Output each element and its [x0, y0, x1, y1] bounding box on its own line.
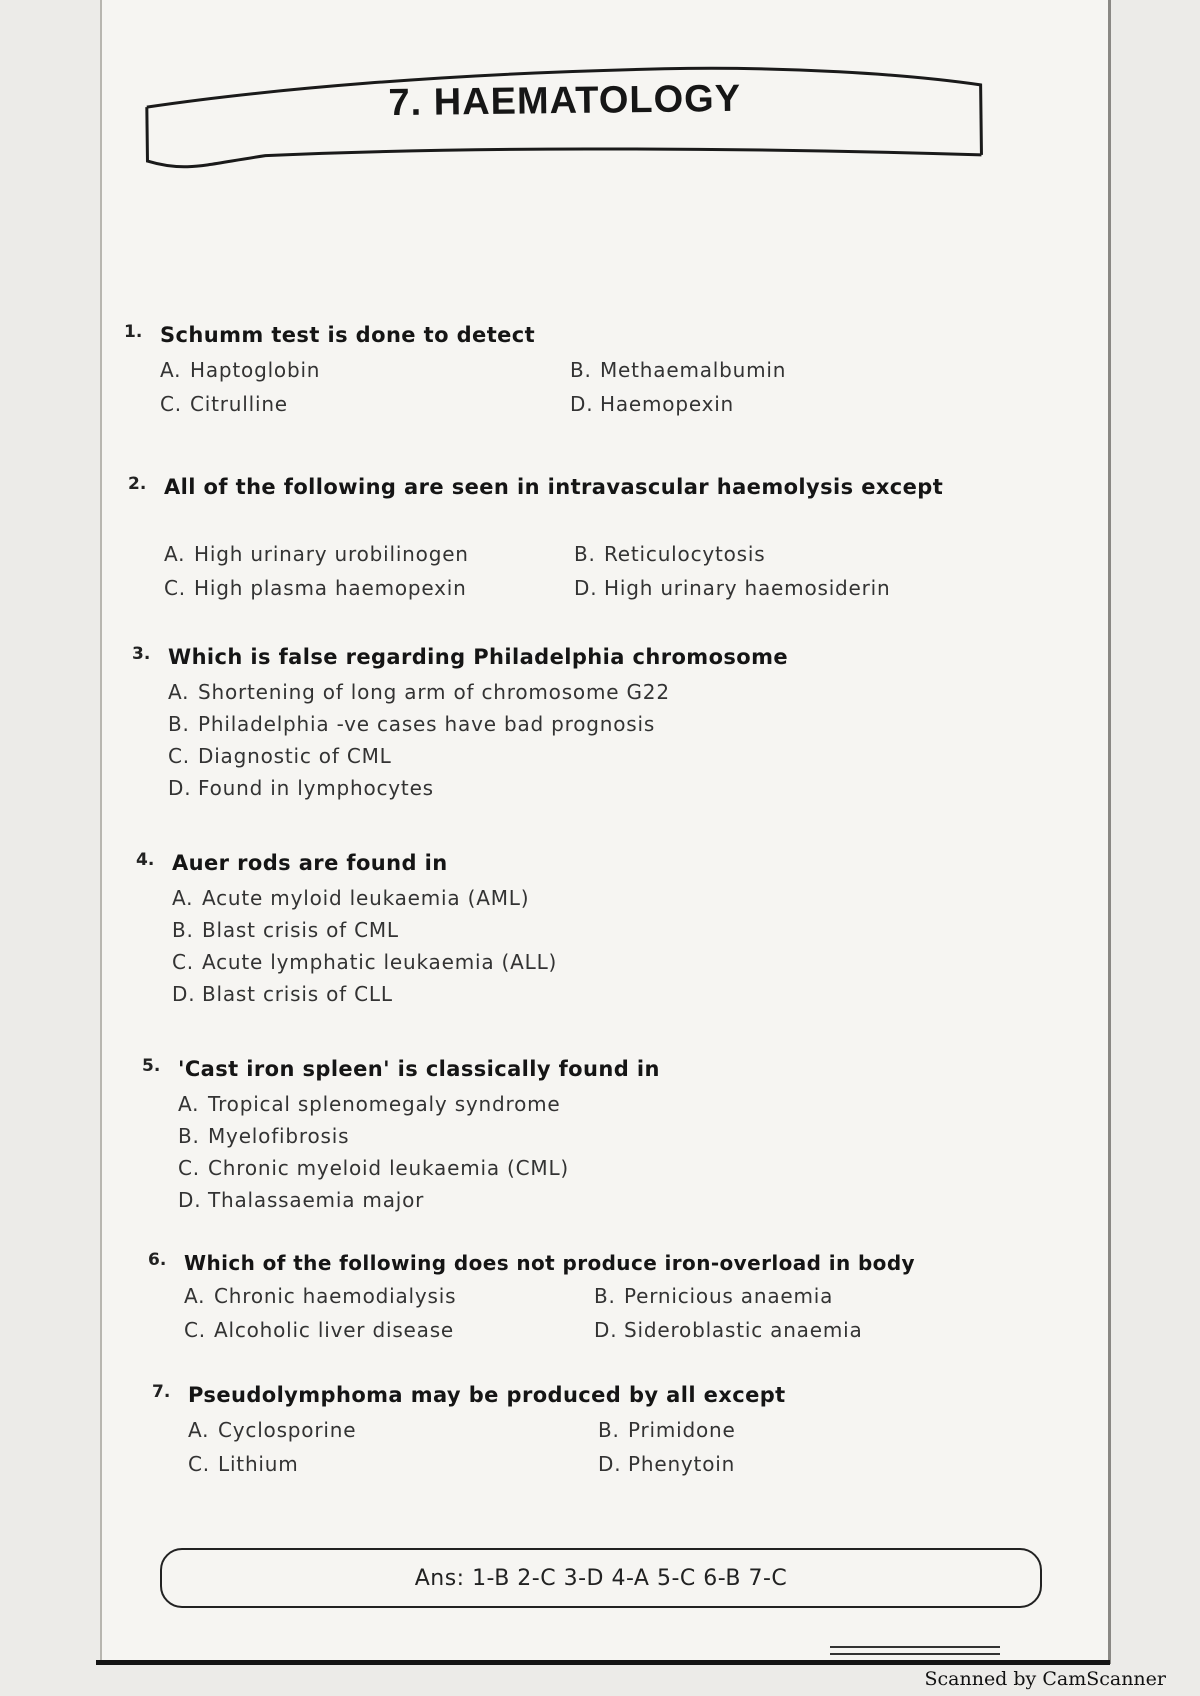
- page-title: 7. HAEMATOLOGY: [388, 77, 742, 125]
- question-text: Auer rods are found in: [172, 851, 448, 875]
- option-a: A. Chronic haemodialysis: [184, 1284, 457, 1308]
- scanner-watermark: Scanned by CamScanner: [924, 1668, 1166, 1690]
- option-b: B. Primidone: [598, 1418, 736, 1442]
- option-a: A. Haptoglobin: [160, 358, 321, 382]
- question-text: 'Cast iron spleen' is classically found in: [178, 1057, 660, 1081]
- option-c: C. High plasma haemopexin: [164, 576, 467, 600]
- question-text: All of the following are seen in intravascular haemolysis except: [164, 475, 944, 499]
- option-d: D. Thalassaemia major: [178, 1188, 425, 1212]
- answer-key: Ans: 1-B 2-C 3-D 4-A 5-C 6-B 7-C: [414, 1565, 788, 1591]
- option-c: C. Diagnostic of CML: [168, 744, 392, 768]
- option-d: D. Haemopexin: [570, 392, 735, 416]
- question-text: Which of the following does not produce iron-overload in body: [184, 1251, 915, 1275]
- question-number: 7.: [152, 1382, 171, 1402]
- question-number: 1.: [124, 322, 143, 342]
- question-number: 4.: [136, 850, 155, 870]
- option-b: B. Pernicious anaemia: [594, 1284, 834, 1308]
- option-c: C. Lithium: [188, 1452, 299, 1476]
- chapter-title-box: [144, 59, 985, 179]
- option-c: C. Chronic myeloid leukaemia (CML): [178, 1156, 570, 1180]
- option-a: A. Shortening of long arm of chromosome G22: [168, 680, 670, 704]
- bottom-rule: [96, 1660, 1110, 1665]
- question-number: 5.: [142, 1056, 161, 1076]
- option-d: D. Found in lymphocytes: [168, 776, 434, 800]
- option-b: B. Myelofibrosis: [178, 1124, 350, 1148]
- option-a: A. Cyclosporine: [188, 1418, 357, 1442]
- option-b: B. Philadelphia -ve cases have bad prognosis: [168, 712, 656, 736]
- option-d: D. High urinary haemosiderin: [574, 576, 891, 600]
- option-d: D. Phenytoin: [598, 1452, 736, 1476]
- option-a: A. Acute myloid leukaemia (AML): [172, 886, 530, 910]
- question-number: 3.: [132, 644, 151, 664]
- option-a: A. High urinary urobilinogen: [164, 542, 469, 566]
- question-text: Schumm test is done to detect: [160, 323, 536, 347]
- option-b: B. Blast crisis of CML: [172, 918, 399, 942]
- option-a: A. Tropical splenomegaly syndrome: [178, 1092, 561, 1116]
- book-page: [100, 0, 1110, 1664]
- page-edge: [1108, 0, 1111, 1664]
- question-text: Which is false regarding Philadelphia chromosome: [168, 645, 789, 669]
- option-b: B. Methaemalbumin: [570, 358, 787, 382]
- option-d: D. Blast crisis of CLL: [172, 982, 393, 1006]
- question-number: 2.: [128, 474, 147, 494]
- option-d: D. Sideroblastic anaemia: [594, 1318, 863, 1342]
- question-number: 6.: [148, 1250, 167, 1270]
- option-b: B. Reticulocytosis: [574, 542, 766, 566]
- option-c: C. Acute lymphatic leukaemia (ALL): [172, 950, 558, 974]
- option-c: C. Alcoholic liver disease: [184, 1318, 455, 1342]
- question-text: Pseudolymphoma may be produced by all except: [188, 1383, 786, 1407]
- answer-key-box: [160, 1548, 1042, 1608]
- option-c: C. Citrulline: [160, 392, 288, 416]
